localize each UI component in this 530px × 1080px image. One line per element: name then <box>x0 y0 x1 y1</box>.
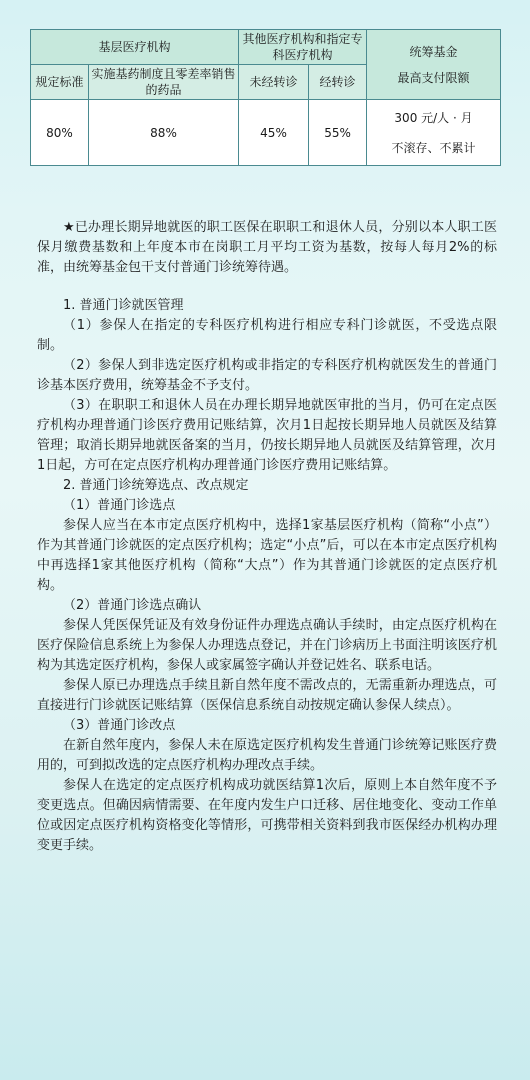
cell-zero-markup-rate: 88% <box>89 100 239 166</box>
paragraph-selection: 参保人应当在本市定点医疗机构中，选择1家基层医疗机构（简称“小点”）作为其普通门诊就医的定点医疗机构；选定“小点”后，可以在本市定点医疗机构中再选择1家其他医疗机构（简称“大点”）作为其普通门诊就医的定点医疗机构。 <box>37 518 497 593</box>
cell-referral-rate: 55% <box>309 100 367 166</box>
paragraph-change: 在新自然年度内，参保人未在原选定医疗机构发生普通门诊统筹记账医疗费用的，可到拟改选的定点医疗机构办理改点手续。 <box>37 738 497 773</box>
limit-amount: 300 元/人 · 月 <box>394 110 473 125</box>
header-fund-limit <box>367 30 501 100</box>
payment-standard-table <box>30 29 500 166</box>
subheading-change: （3）普通门诊改点 <box>63 718 176 733</box>
header-fund-line1: 统筹基金 <box>409 44 458 59</box>
paragraph-non-selected-institution: （2）参保人到非选定医疗机构或非指定的专科医疗机构就医发生的普通门诊基本医疗费用，统筹基金不予支付。 <box>37 358 497 393</box>
payment-rate-table <box>30 29 501 166</box>
header-zero-markup-drugs: 实施基药制度且零差率销售的药品 <box>89 65 239 100</box>
paragraph-change-restriction: 参保人在选定的定点医疗机构成功就医结算1次后，原则上本自然年度不予变更选点。但确因病情需要、在年度内发生户口迁移、居住地变化、变动工作单位或因定点医疗机构资格变化等情形，可携带相关资料到我市医保经办机构办理变更手续。 <box>37 778 497 853</box>
header-with-referral: 经转诊 <box>309 65 367 100</box>
paragraph-specialist-visit: （1）参保人在指定的专科医疗机构进行相应专科门诊就医，不受选点限制。 <box>37 318 497 353</box>
section-heading-selection-rules: 2. 普通门诊统筹选点、改点规定 <box>63 478 249 493</box>
subheading-selection: （1）普通门诊选点 <box>63 498 176 513</box>
paragraph-remote-settlement: （3）在职职工和退休人员在办理长期异地就医审批的当月，仍可在定点医疗机构办理普通门诊医疗费用记账结算，次月1日起按长期异地人员就医及结算管理；取消长期异地就医备案的当月，仍按长期异地人员就医及结算管理，次月1日起，方可在定点医疗机构办理普通门诊医疗费用记账结算。 <box>37 398 497 473</box>
paragraph-renewal: 参保人原已办理选点手续且新自然年度不需改点的，无需重新办理选点，可直接进行门诊就医记账结算（医保信息系统自动按规定确认参保人续点）。 <box>37 678 497 713</box>
cell-no-referral-rate: 45% <box>239 100 309 166</box>
lead-paragraph: ★已办理长期异地就医的职工医保在职职工和退休人员，分别以本人职工医保月缴费基数和上年度本市在岗职工月平均工资为基数，按每人每月2%的标准，由统筹基金包干支付普通门诊统筹待遇。 <box>37 220 497 275</box>
paragraph-confirmation: 参保人凭医保凭证及有效身份证件办理选点确认手续时，由定点医疗机构在医疗保险信息系统上为参保人办理选点登记，并在门诊病历上书面注明该医疗机构为其选定医疗机构，参保人或家属签字确认并登记姓名、联系电话。 <box>37 618 497 673</box>
section-heading-outpatient-management: 1. 普通门诊就医管理 <box>63 298 184 313</box>
limit-note: 不滚存、不累计 <box>391 140 476 155</box>
policy-text <box>37 218 497 856</box>
header-basic-institutions: 基层医疗机构 <box>31 30 239 65</box>
header-standard: 规定标准 <box>31 65 89 100</box>
cell-monthly-limit <box>367 100 501 166</box>
header-no-referral: 未经转诊 <box>239 65 309 100</box>
subheading-confirmation: （2）普通门诊选点确认 <box>63 598 202 613</box>
header-other-institutions: 其他医疗机构和指定专科医疗机构 <box>239 30 367 65</box>
cell-standard-rate: 80% <box>31 100 89 166</box>
header-fund-line2: 最高支付限额 <box>397 70 470 85</box>
